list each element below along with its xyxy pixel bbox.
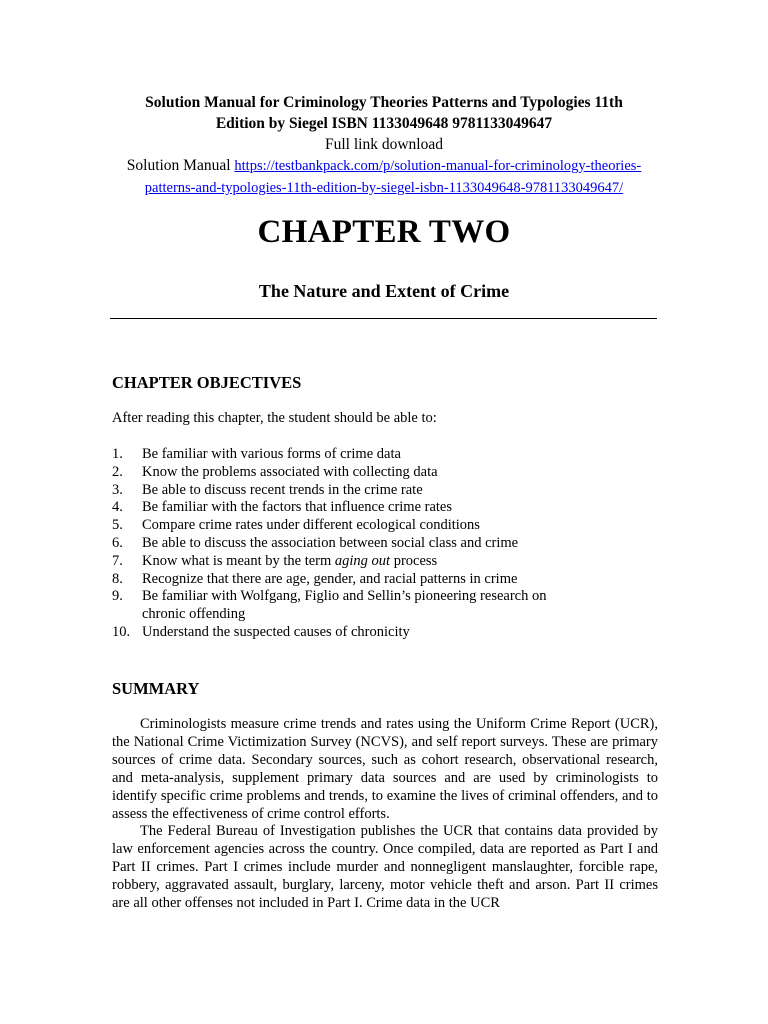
summary-paragraph-1: Criminologists measure crime trends and rates using the Uniform Crime Report (UCR), the National Crime Victimization Survey (NCVS), and self report surveys. These are primary sources of crime data. Secondary sources, such as cohort research, observational research, and meta-analysis, supplement primary data sources and are used by criminologists to identify specific crime problems and trends, to examine the lives of criminal offenders, and to assess the effectiveness of crime control efforts. bbox=[112, 716, 658, 822]
objective-text: Know the problems associated with collecting data bbox=[142, 463, 438, 480]
document-title-line-2: Edition by Siegel ISBN 1133049648 9781133049647 bbox=[215, 115, 553, 132]
objective-item bbox=[112, 446, 672, 464]
objective-number: 6. bbox=[112, 534, 123, 551]
chapter-subtitle: The Nature and Extent of Crime bbox=[258, 281, 510, 301]
objective-text-before: Know what is meant by the term bbox=[142, 552, 335, 569]
objective-number: 4. bbox=[112, 499, 123, 516]
objective-text: Be able to discuss the association between social class and crime bbox=[142, 534, 519, 551]
objectives-intro: After reading this chapter, the student should be able to: bbox=[112, 410, 437, 426]
objective-number: 8. bbox=[112, 570, 123, 587]
objective-item bbox=[112, 535, 672, 553]
objectives-heading: CHAPTER OBJECTIVES bbox=[112, 373, 302, 392]
objective-item bbox=[112, 517, 672, 535]
objectives-list bbox=[112, 446, 672, 642]
objective-text-line-1: Be familiar with Wolfgang, Figlio and Sellin’s pioneering research on bbox=[142, 588, 547, 605]
objective-item bbox=[112, 624, 672, 642]
download-link-part-2[interactable]: patterns-and-typologies-11th-edition-by-siegel-isbn-1133049648-9781133049647/ bbox=[144, 180, 624, 196]
objective-number: 3. bbox=[112, 481, 123, 498]
document-title-line-1: Solution Manual for Criminology Theories Patterns and Typologies 11th bbox=[145, 94, 623, 111]
objective-item bbox=[112, 588, 672, 624]
objective-text: Understand the suspected causes of chronicity bbox=[142, 623, 410, 640]
summary-heading: SUMMARY bbox=[112, 679, 200, 698]
objective-item bbox=[112, 571, 672, 589]
horizontal-divider bbox=[110, 318, 657, 319]
objective-item bbox=[112, 553, 672, 571]
document-header bbox=[100, 92, 668, 199]
objective-number: 7. bbox=[112, 552, 123, 569]
objective-text: Be familiar with the factors that influence crime rates bbox=[142, 499, 453, 516]
objective-term-italic: aging out bbox=[334, 552, 391, 569]
objective-text: Be familiar with various forms of crime data bbox=[142, 446, 401, 462]
summary-body bbox=[112, 716, 658, 913]
chapter-title: CHAPTER TWO bbox=[257, 214, 511, 250]
objective-number: 9. bbox=[112, 588, 123, 605]
objective-text-line-2: chronic offending bbox=[142, 606, 246, 623]
objective-text bbox=[142, 588, 672, 624]
objective-text: Be able to discuss recent trends in the crime rate bbox=[142, 481, 423, 498]
objective-number: 1. bbox=[112, 446, 123, 462]
objective-item bbox=[112, 482, 672, 500]
objective-number: 10. bbox=[112, 623, 131, 640]
objective-text: Recognize that there are age, gender, and racial patterns in crime bbox=[142, 570, 518, 587]
solution-manual-label: Solution Manual bbox=[126, 157, 231, 174]
objective-number: 2. bbox=[112, 463, 123, 480]
download-link-part-1[interactable]: https://testbankpack.com/p/solution-manual-for-criminology-theories- bbox=[234, 158, 642, 174]
objective-text bbox=[142, 553, 672, 571]
full-link-download-text: Full link download bbox=[325, 136, 443, 153]
objective-text: Compare crime rates under different ecological conditions bbox=[142, 517, 480, 534]
objective-item bbox=[112, 499, 672, 517]
summary-paragraph-2: The Federal Bureau of Investigation publishes the UCR that contains data provided by law enforcement agencies across the country. Once compiled, data are reported as Part I and Part II crimes. Part I crimes include murder and nonnegligent manslaughter, forcible rape, robbery, aggravated assault, burglary, larceny, motor vehicle theft and arson. Part II crimes are all other offenses not included in Part I. Crime data in the UCR bbox=[112, 823, 658, 912]
objective-number: 5. bbox=[112, 517, 123, 534]
objective-text-after: process bbox=[390, 552, 438, 569]
objective-item bbox=[112, 464, 672, 482]
